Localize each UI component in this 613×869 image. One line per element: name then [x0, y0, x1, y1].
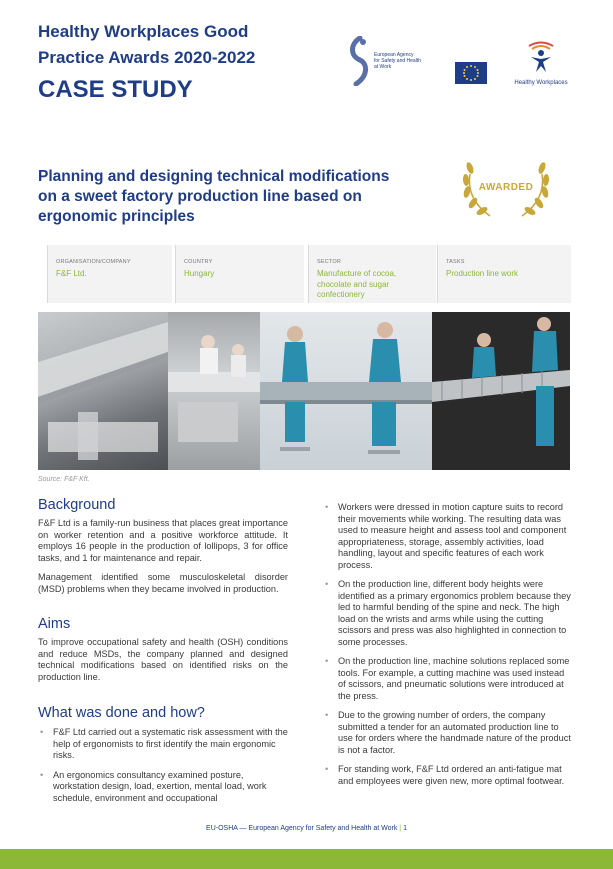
- eu-osha-emblem-icon: [346, 36, 372, 86]
- done-heading: What was done and how?: [38, 705, 205, 721]
- meta-organisation: [47, 245, 172, 303]
- photo-motion-capture-sitting: [260, 312, 432, 470]
- photo-source: Source: F&F Kft.: [38, 476, 90, 483]
- eu-osha-text-3: at Work: [374, 64, 392, 70]
- footer-page-number: 1: [403, 825, 407, 832]
- done-bullets-right: [323, 502, 573, 795]
- meta-value-organisation: F&F Ltd.: [56, 269, 87, 278]
- meta-value-tasks: Production line work: [446, 269, 519, 278]
- background-paragraph-2: Management identified some musculoskeletal disorder (MSD) problems when they became involved in production.: [38, 572, 288, 594]
- photo-workers-line: [168, 312, 260, 470]
- meta-sector: [308, 245, 436, 303]
- subtitle-line3: ergonomic principles: [38, 208, 195, 225]
- header-title-line2: Practice Awards 2020-2022: [38, 48, 256, 67]
- list-item: • Due to the growing number of orders, the company submitted a tender for an automated production line to use for orders where the handmade nature of the product is not a factor.: [323, 710, 573, 756]
- background-paragraph-1: F&F Ltd is a family-run business that places great importance on worker retention and a positive workforce attitude. It employs 16 people in the production of lollipops, 3 for office tasks, and 1 for maintenance and repair.: [38, 518, 288, 563]
- eu-osha-text-2: for Safety and Health: [374, 58, 421, 64]
- subtitle-line1: Planning and designing technical modifications: [38, 168, 390, 185]
- done-bullets-left: [38, 727, 288, 812]
- aims-paragraph: To improve occupational safety and health (OSH) conditions and reduce MSDs, the company planned and designed technical modifications based on identified risks on the production line.: [38, 637, 288, 682]
- photo-factory-duct: [38, 312, 168, 470]
- meta-tasks: [437, 245, 571, 303]
- list-item: • On the production line, different body heights were identified as a primary ergonomics problem because they led to harmful bending of the spine and neck. The high load on the wrists and arms while using the cutting scissors and press was also highlighted in connection to some processes.: [323, 579, 573, 648]
- list-item: • An ergonomics consultancy examined posture, workstation design, load, exertion, mental load, work schedule, environment and occupational: [38, 770, 288, 805]
- header-title-line1: Healthy Workplaces Good: [38, 22, 249, 41]
- meta-label-sector: SECTOR: [317, 259, 342, 265]
- list-item: • For standing work, F&F Ltd ordered an anti-fatigue mat and employees were given new, more optimal footwear.: [323, 764, 573, 787]
- subtitle-line2: on a sweet factory production line based on: [38, 188, 362, 205]
- awarded-badge: [456, 154, 556, 224]
- healthy-workplaces-text: Healthy Workplaces: [514, 80, 568, 86]
- case-study-label: CASE STUDY: [38, 76, 193, 103]
- list-item: • Workers were dressed in motion capture suits to record their movements while working. The resulting data was used to measure height and assess tool and component appropriateness, storage, assembly activities, load handling, layout and specific features of each work process.: [323, 502, 573, 571]
- healthy-workplaces-logo: [506, 40, 576, 92]
- eu-flag-icon: [455, 62, 487, 84]
- list-item: • On the production line, machine solutions replaced some tools. For example, a cutting machine was used instead of scissors, and pneumatic solutions were introduced at the press.: [323, 656, 573, 702]
- meta-value-sector: Manufacture of cocoa, chocolate and sugar confectionery: [317, 269, 397, 299]
- eu-osha-logo: [346, 36, 456, 96]
- footer-bar: [0, 849, 613, 869]
- aims-heading: Aims: [38, 616, 71, 632]
- footer-text-wrap: EU-OSHA — European Agency for Safety and Health at Work | 1: [206, 825, 407, 832]
- healthy-workplaces-figure-icon: [526, 40, 556, 74]
- meta-label-organisation: ORGANISATION/COMPANY: [56, 259, 131, 265]
- footer-text: EU-OSHA — European Agency for Safety and Health at Work: [206, 825, 398, 832]
- meta-value-country: Hungary: [184, 269, 215, 278]
- meta-label-country: COUNTRY: [184, 259, 213, 265]
- background-heading: Background: [38, 497, 116, 513]
- meta-label-tasks: TASKS: [446, 259, 465, 265]
- list-item: • F&F Ltd carried out a systematic risk assessment with the help of ergonomists to first identify the main ergonomic risks.: [38, 727, 288, 762]
- awarded-text: AWARDED: [478, 182, 534, 193]
- eu-osha-text-1: European Agency: [374, 52, 414, 58]
- meta-country: [175, 245, 304, 303]
- photo-motion-capture-conveyor: [432, 312, 570, 470]
